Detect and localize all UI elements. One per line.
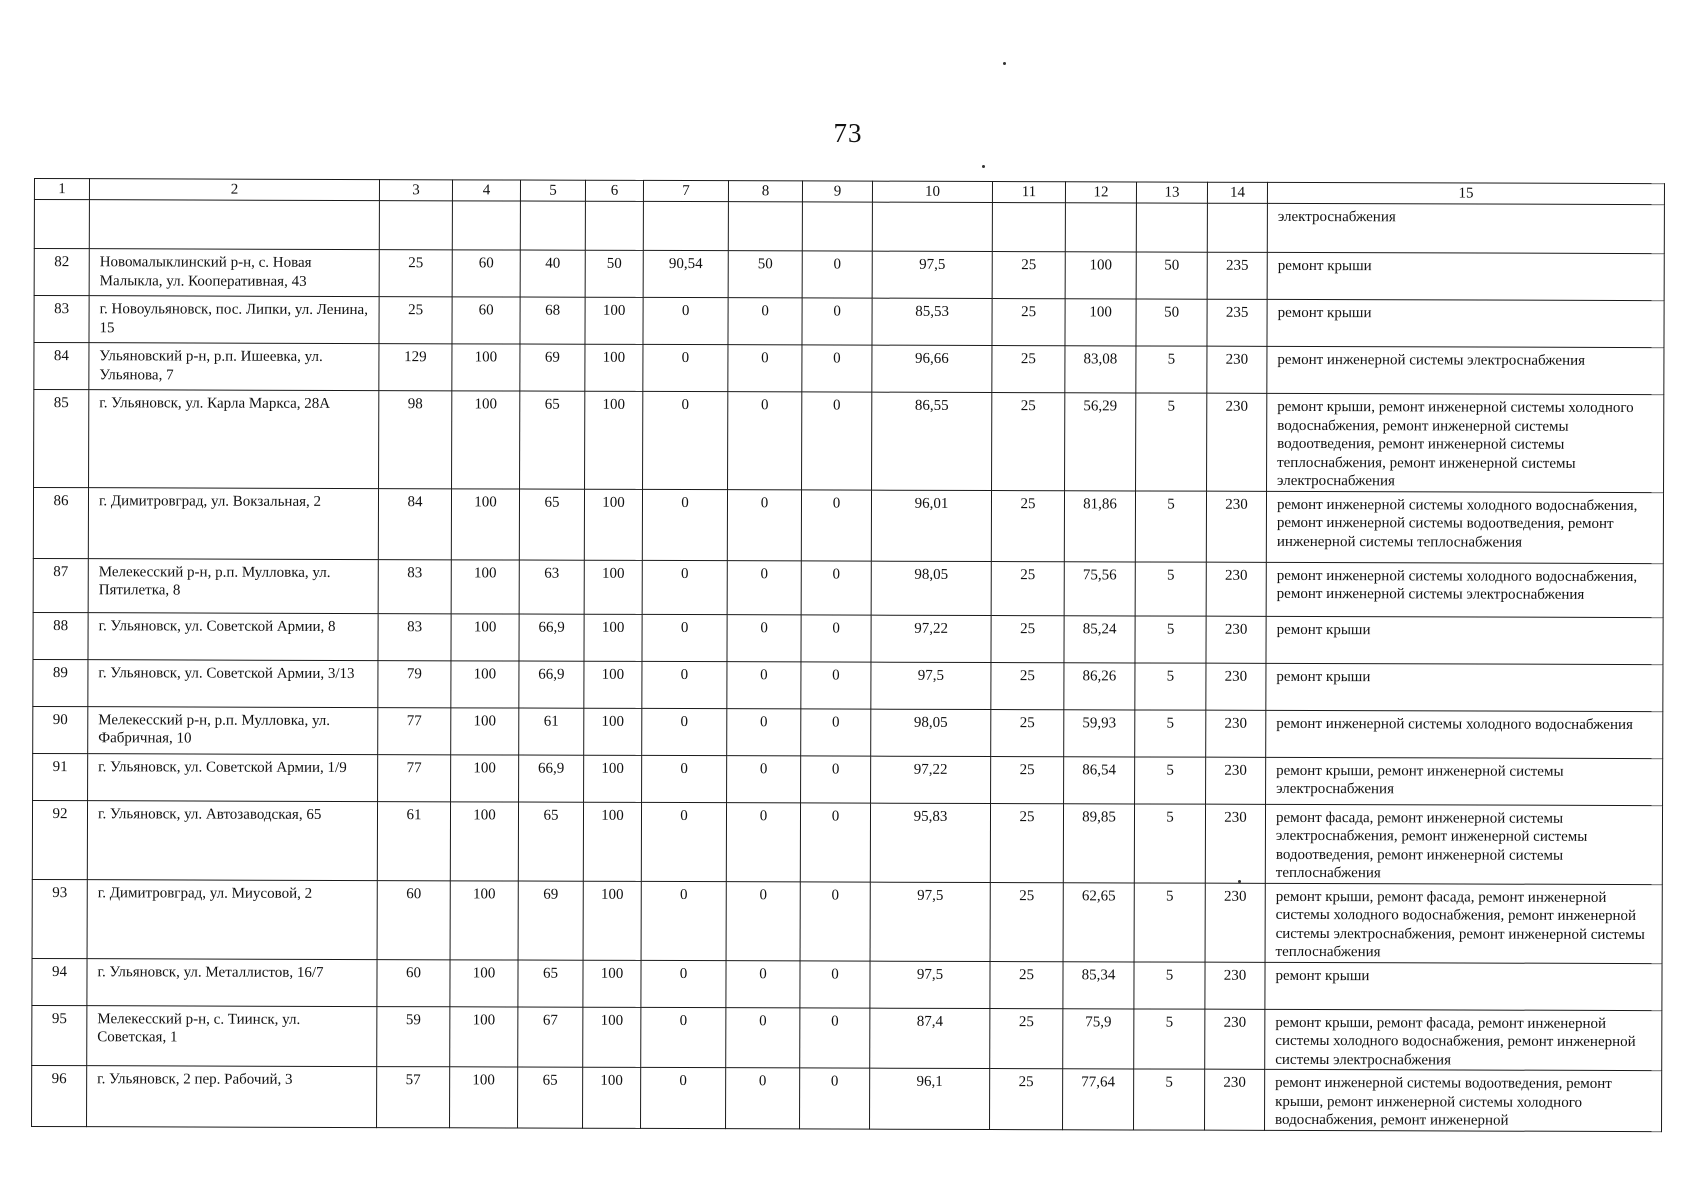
cell-address: г. Ульяновск, ул. Советской Армии, 3/13 xyxy=(88,659,378,707)
cell-col-12: 75,9 xyxy=(1063,1008,1134,1069)
cell-col-6: 100 xyxy=(583,1067,641,1128)
cell-col-5: 61 xyxy=(519,708,584,755)
cell-col-8: 0 xyxy=(727,755,801,802)
cell-col-12: 62,65 xyxy=(1063,882,1134,961)
cell-col-6: 100 xyxy=(584,560,642,614)
cell-col-12: 59,93 xyxy=(1064,709,1135,756)
cell-col-14: 230 xyxy=(1205,1009,1265,1070)
cell-col-7 xyxy=(643,201,728,250)
cell-col-10: 98,05 xyxy=(871,709,991,756)
table-row xyxy=(34,200,1664,254)
cell-col-7: 0 xyxy=(641,960,726,1007)
column-header: 13 xyxy=(1136,182,1207,203)
cell-col-3: 83 xyxy=(378,613,451,660)
cell-row-number: 90 xyxy=(33,706,88,753)
table-row xyxy=(33,753,1663,805)
cell-col-11 xyxy=(992,203,1065,252)
cell-col-6: 100 xyxy=(584,489,642,560)
cell-col-6: 100 xyxy=(585,344,643,391)
cell-col-10: 86,55 xyxy=(872,392,992,490)
cell-col-6 xyxy=(585,201,643,250)
cell-col-7: 90,54 xyxy=(643,250,728,297)
cell-col-13: 5 xyxy=(1135,561,1206,615)
cell-col-13: 5 xyxy=(1134,882,1205,961)
cell-col-6: 100 xyxy=(583,802,641,881)
cell-col-8: 0 xyxy=(727,614,801,661)
cell-col-3: 25 xyxy=(379,297,452,344)
cell-col-9: 0 xyxy=(802,392,872,490)
cell-col-11: 25 xyxy=(990,803,1063,882)
cell-address: г. Ульяновск, ул. Карла Маркса, 28А xyxy=(89,390,379,488)
cell-col-5: 66,9 xyxy=(519,661,584,708)
cell-col-9: 0 xyxy=(801,614,871,661)
cell-col-11: 25 xyxy=(991,709,1064,756)
cell-col-4: 100 xyxy=(451,488,519,559)
cell-address: г. Димитровград, ул. Вокзальная, 2 xyxy=(88,487,378,559)
cell-col-5: 65 xyxy=(518,1067,583,1128)
cell-work-types: ремонт крыши xyxy=(1266,616,1663,664)
cell-col-9: 0 xyxy=(800,1007,870,1068)
table-row xyxy=(32,1005,1662,1071)
cell-address: г. Ульяновск, ул. Металлистов, 16/7 xyxy=(87,958,377,1006)
column-header: 10 xyxy=(872,181,992,202)
cell-col-13: 5 xyxy=(1135,615,1206,662)
cell-col-14: 230 xyxy=(1206,616,1266,663)
cell-col-4: 100 xyxy=(451,660,519,707)
cell-col-12 xyxy=(1065,203,1136,252)
cell-col-11: 25 xyxy=(991,662,1064,709)
cell-col-7: 0 xyxy=(641,881,726,960)
table-row xyxy=(32,879,1662,963)
table-row xyxy=(34,343,1664,395)
cell-address xyxy=(89,200,379,250)
cell-col-13: 5 xyxy=(1135,709,1206,756)
cell-col-6: 100 xyxy=(583,960,641,1007)
cell-col-8 xyxy=(728,202,802,251)
cell-row-number: 84 xyxy=(34,343,89,390)
cell-col-14 xyxy=(1207,203,1267,252)
column-header: 14 xyxy=(1207,182,1267,203)
cell-col-9: 0 xyxy=(801,560,871,614)
cell-col-11: 25 xyxy=(991,490,1064,561)
cell-col-3: 83 xyxy=(378,559,451,613)
cell-col-3: 25 xyxy=(379,250,452,297)
cell-col-14: 230 xyxy=(1206,663,1266,710)
cell-col-9: 0 xyxy=(801,661,871,708)
cell-col-8: 0 xyxy=(727,560,801,614)
cell-col-12: 89,85 xyxy=(1063,803,1134,882)
cell-col-3: 77 xyxy=(378,707,451,754)
cell-work-types: ремонт инженерной системы холодного водоснабжения, ремонт инженерной системы водоотведения, ремонт инженерной системы теплоснабжения xyxy=(1266,491,1663,563)
cell-col-12: 85,34 xyxy=(1063,961,1134,1008)
cell-col-13: 50 xyxy=(1136,252,1207,299)
cell-col-13: 5 xyxy=(1134,803,1205,882)
cell-work-types: ремонт крыши, ремонт инженерной системы электроснабжения xyxy=(1266,757,1663,805)
cell-row-number: 83 xyxy=(34,296,89,343)
cell-row-number: 87 xyxy=(33,558,88,612)
cell-address: Ульяновский р-н, р.п. Ишеевка, ул. Ульянова, 7 xyxy=(89,343,379,391)
cell-col-11: 25 xyxy=(992,393,1065,491)
cell-row-number: 96 xyxy=(32,1065,87,1126)
cell-col-4: 60 xyxy=(452,250,520,297)
cell-col-7: 0 xyxy=(641,1007,726,1068)
page-number: 73 xyxy=(833,118,863,148)
cell-col-12: 100 xyxy=(1065,252,1136,299)
cell-work-types: ремонт крыши xyxy=(1265,962,1662,1010)
cell-col-4: 100 xyxy=(452,391,520,489)
cell-col-12: 56,29 xyxy=(1065,393,1136,491)
cell-col-6: 100 xyxy=(585,391,643,489)
cell-col-8: 0 xyxy=(726,960,800,1007)
cell-col-3: 57 xyxy=(377,1067,450,1128)
cell-col-9: 0 xyxy=(801,708,871,755)
cell-col-11: 25 xyxy=(990,882,1063,961)
cell-address: г. Ульяновск, ул. Автозаводская, 65 xyxy=(87,800,377,880)
cell-col-12: 100 xyxy=(1065,299,1136,346)
cell-col-9: 0 xyxy=(801,755,871,802)
cell-col-4: 100 xyxy=(452,344,520,391)
column-header: 9 xyxy=(802,181,872,202)
cell-row-number: 94 xyxy=(32,958,87,1005)
cell-col-6: 100 xyxy=(584,661,642,708)
cell-row-number: 82 xyxy=(34,249,89,296)
scan-speck xyxy=(982,165,985,168)
cell-col-10: 96,1 xyxy=(870,1068,990,1129)
column-header: 1 xyxy=(34,179,89,200)
cell-row-number: 89 xyxy=(33,659,88,706)
cell-col-3: 60 xyxy=(377,959,450,1006)
cell-col-3: 77 xyxy=(378,754,451,801)
cell-col-11: 25 xyxy=(992,346,1065,393)
table-row xyxy=(33,659,1663,711)
cell-col-5: 65 xyxy=(520,391,585,489)
cell-col-10: 97,5 xyxy=(870,961,990,1008)
column-header: 4 xyxy=(452,180,520,201)
column-header: 5 xyxy=(520,180,585,201)
cell-col-7: 0 xyxy=(642,489,727,560)
cell-col-13: 5 xyxy=(1135,662,1206,709)
cell-col-10: 95,83 xyxy=(870,803,990,882)
cell-col-6: 100 xyxy=(583,881,641,960)
cell-col-5: 66,9 xyxy=(519,614,584,661)
cell-col-8: 0 xyxy=(727,708,801,755)
cell-col-12: 77,64 xyxy=(1063,1069,1134,1130)
cell-row-number: 85 xyxy=(34,390,89,488)
cell-col-7: 0 xyxy=(641,802,726,881)
cell-col-10: 85,53 xyxy=(872,298,992,345)
cell-col-5: 63 xyxy=(519,560,584,614)
cell-col-5: 67 xyxy=(518,1007,583,1068)
cell-work-types: ремонт крыши, ремонт фасада, ремонт инженерной системы холодного водоснабжения, ремонт инженерной системы электроснабжения xyxy=(1265,1009,1662,1071)
cell-col-5: 40 xyxy=(520,250,585,297)
cell-col-10: 98,05 xyxy=(871,561,991,615)
cell-col-3: 59 xyxy=(377,1006,450,1067)
column-header: 3 xyxy=(379,180,452,201)
cell-col-6: 100 xyxy=(584,755,642,802)
cell-col-4: 100 xyxy=(451,559,519,613)
cell-col-4: 100 xyxy=(450,801,518,880)
cell-col-11: 25 xyxy=(990,1069,1063,1130)
cell-col-13: 50 xyxy=(1136,299,1207,346)
cell-col-12: 86,54 xyxy=(1064,756,1135,803)
cell-col-13 xyxy=(1136,203,1207,252)
column-header: 2 xyxy=(89,179,379,201)
table-row xyxy=(32,958,1662,1010)
cell-work-types: ремонт инженерной системы холодного водоснабжения xyxy=(1266,710,1663,758)
cell-col-5: 65 xyxy=(519,489,584,560)
cell-col-10: 97,5 xyxy=(872,251,992,298)
cell-col-10: 97,5 xyxy=(870,882,990,961)
cell-work-types: ремонт инженерной системы холодного водоснабжения, ремонт инженерной системы электроснабжения xyxy=(1266,562,1663,617)
cell-col-4: 100 xyxy=(451,707,519,754)
cell-row-number: 88 xyxy=(33,612,88,659)
cell-col-10: 96,66 xyxy=(872,345,992,392)
cell-work-types: ремонт инженерной системы электроснабжения xyxy=(1267,346,1664,394)
cell-col-7: 0 xyxy=(641,1067,726,1128)
cell-row-number: 86 xyxy=(33,487,88,558)
cell-col-8: 50 xyxy=(728,251,802,298)
cell-col-9: 0 xyxy=(800,881,870,960)
table-row xyxy=(34,296,1664,348)
cell-col-13: 5 xyxy=(1134,1008,1205,1069)
cell-col-13: 5 xyxy=(1135,756,1206,803)
cell-address: Мелекесский р-н, с. Тиинск, ул. Советская, 1 xyxy=(87,1005,377,1066)
cell-col-8: 0 xyxy=(728,298,802,345)
cell-col-9: 0 xyxy=(802,298,872,345)
cell-address: г. Димитровград, ул. Миусовой, 2 xyxy=(87,879,377,959)
cell-col-11: 25 xyxy=(992,252,1065,299)
cell-col-7: 0 xyxy=(643,297,728,344)
table-row xyxy=(34,249,1664,301)
column-header: 8 xyxy=(728,181,802,202)
cell-col-14: 230 xyxy=(1206,562,1266,616)
cell-col-10: 97,22 xyxy=(871,615,991,662)
cell-col-10: 97,22 xyxy=(871,756,991,803)
table-row xyxy=(33,487,1663,563)
cell-col-12: 85,24 xyxy=(1064,615,1135,662)
cell-col-9: 0 xyxy=(802,345,872,392)
table-row xyxy=(32,1065,1662,1131)
cell-col-7: 0 xyxy=(642,560,727,614)
column-header: 12 xyxy=(1065,182,1136,203)
cell-col-13: 5 xyxy=(1134,961,1205,1008)
cell-work-types: ремонт крыши, ремонт инженерной системы холодного водоснабжения, ремонт инженерной системы водоотведения, ремонт инженерной системы теплоснабжения, ремонт инженерной системы электроснабжения xyxy=(1267,393,1664,492)
scan-speck xyxy=(1003,62,1006,65)
cell-col-6: 100 xyxy=(584,708,642,755)
cell-col-11: 25 xyxy=(991,561,1064,615)
cell-col-4: 100 xyxy=(450,959,518,1006)
cell-col-7: 0 xyxy=(642,661,727,708)
column-header: 6 xyxy=(585,180,643,201)
cell-address: г. Ульяновск, ул. Советской Армии, 1/9 xyxy=(88,753,378,801)
cell-work-types: ремонт крыши xyxy=(1267,252,1664,300)
cell-work-types: ремонт крыши xyxy=(1266,663,1663,711)
cell-address: Мелекесский р-н, р.п. Мулловка, ул. Фабричная, 10 xyxy=(88,706,378,754)
cell-col-3: 79 xyxy=(378,660,451,707)
cell-col-4: 60 xyxy=(452,297,520,344)
cell-col-13: 5 xyxy=(1135,490,1206,561)
cell-col-3: 129 xyxy=(379,344,452,391)
cell-col-6: 100 xyxy=(584,614,642,661)
cell-work-types: ремонт фасада, ремонт инженерной системы электроснабжения, ремонт инженерной системы водоотведения, ремонт инженерной системы теплоснабжения xyxy=(1265,804,1662,884)
cell-col-8: 0 xyxy=(726,1007,800,1068)
cell-col-8: 0 xyxy=(727,661,801,708)
table-row xyxy=(33,612,1663,664)
cell-row-number: 93 xyxy=(32,879,87,958)
cell-col-13: 5 xyxy=(1134,1069,1205,1130)
cell-col-5: 65 xyxy=(518,960,583,1007)
cell-col-12: 83,08 xyxy=(1065,346,1136,393)
cell-col-8: 0 xyxy=(727,489,801,560)
cell-col-7: 0 xyxy=(643,391,728,489)
cell-col-9: 0 xyxy=(802,251,872,298)
cell-col-10 xyxy=(872,202,992,251)
cell-col-9: 0 xyxy=(801,489,871,560)
cell-address: г. Ульяновск, ул. Советской Армии, 8 xyxy=(88,612,378,660)
cell-work-types: ремонт инженерной системы водоотведения, ремонт крыши, ремонт инженерной системы холодного водоснабжения, ремонт инженерной xyxy=(1265,1069,1662,1131)
cell-col-4: 100 xyxy=(450,1006,518,1067)
cell-col-13: 5 xyxy=(1136,346,1207,393)
table-row xyxy=(33,706,1663,758)
cell-col-11: 25 xyxy=(990,961,1063,1008)
cell-col-9: 0 xyxy=(800,1068,870,1129)
cell-col-8: 0 xyxy=(726,881,800,960)
cell-col-4: 100 xyxy=(451,613,519,660)
cell-col-12: 75,56 xyxy=(1064,561,1135,615)
cell-col-3: 60 xyxy=(377,880,450,959)
column-header: 15 xyxy=(1267,182,1664,204)
cell-col-14: 230 xyxy=(1205,883,1265,962)
cell-row-number xyxy=(34,200,89,249)
cell-col-7: 0 xyxy=(642,755,727,802)
cell-col-6: 100 xyxy=(583,1007,641,1068)
cell-col-3: 98 xyxy=(379,391,452,489)
cell-col-3: 61 xyxy=(377,801,450,880)
cell-col-5: 69 xyxy=(520,344,585,391)
cell-col-11: 25 xyxy=(990,1008,1063,1069)
cell-col-4 xyxy=(452,201,520,250)
cell-col-8: 0 xyxy=(728,392,802,490)
cell-col-3 xyxy=(379,201,452,250)
cell-col-10: 96,01 xyxy=(871,490,991,561)
table-row xyxy=(32,800,1662,884)
cell-col-9: 0 xyxy=(800,960,870,1007)
cell-col-8: 0 xyxy=(726,802,800,881)
cell-row-number: 95 xyxy=(32,1005,87,1066)
cell-col-14: 235 xyxy=(1207,252,1267,299)
cell-work-types: ремонт крыши xyxy=(1267,299,1664,347)
cell-col-14: 230 xyxy=(1206,710,1266,757)
cell-col-5: 65 xyxy=(518,802,583,881)
cell-col-7: 0 xyxy=(642,614,727,661)
data-table xyxy=(31,178,1665,1132)
cell-col-10: 97,5 xyxy=(871,662,991,709)
cell-col-3: 84 xyxy=(378,488,451,559)
cell-col-11: 25 xyxy=(991,756,1064,803)
cell-col-7: 0 xyxy=(642,708,727,755)
table-body xyxy=(32,200,1665,1132)
cell-address: г. Ульяновск, 2 пер. Рабочий, 3 xyxy=(87,1066,377,1127)
cell-col-4: 100 xyxy=(450,1067,518,1128)
cell-row-number: 92 xyxy=(32,800,87,879)
column-header: 7 xyxy=(643,180,728,201)
cell-col-12: 86,26 xyxy=(1064,662,1135,709)
cell-col-14: 230 xyxy=(1205,804,1265,883)
cell-col-6: 100 xyxy=(585,297,643,344)
cell-col-4: 100 xyxy=(451,754,519,801)
cell-col-14: 230 xyxy=(1206,757,1266,804)
cell-col-14: 235 xyxy=(1207,299,1267,346)
column-header: 11 xyxy=(992,182,1065,203)
cell-col-8: 0 xyxy=(726,1068,800,1129)
cell-col-5: 66,9 xyxy=(519,755,584,802)
cell-col-9 xyxy=(802,202,872,251)
cell-col-5: 68 xyxy=(520,297,585,344)
cell-col-8: 0 xyxy=(728,345,802,392)
cell-col-14: 230 xyxy=(1205,1069,1265,1130)
cell-col-9: 0 xyxy=(800,802,870,881)
cell-col-14: 230 xyxy=(1205,962,1265,1009)
cell-col-7: 0 xyxy=(643,344,728,391)
cell-col-13: 5 xyxy=(1136,393,1207,491)
cell-col-11: 25 xyxy=(991,615,1064,662)
cell-col-10: 87,4 xyxy=(870,1008,990,1069)
cell-col-5: 69 xyxy=(518,881,583,960)
cell-col-14: 230 xyxy=(1206,491,1266,562)
cell-address: г. Новоульяновск, пос. Липки, ул. Ленина, 15 xyxy=(89,296,379,344)
table-row xyxy=(33,558,1663,617)
cell-col-12: 81,86 xyxy=(1064,490,1135,561)
cell-work-types: ремонт крыши, ремонт фасада, ремонт инженерной системы холодного водоснабжения, ремонт инженерной системы электроснабжения, ремонт инженерной системы теплоснабжения xyxy=(1265,883,1662,963)
cell-col-11: 25 xyxy=(992,299,1065,346)
table-row xyxy=(34,390,1664,493)
cell-col-5 xyxy=(520,201,585,250)
cell-row-number: 91 xyxy=(33,753,88,800)
cell-col-14: 230 xyxy=(1207,346,1267,393)
cell-address: Новомалыклинский р-н, с. Новая Малыкла, ул. Кооперативная, 43 xyxy=(89,249,379,297)
cell-col-6: 50 xyxy=(585,250,643,297)
cell-work-types: электроснабжения xyxy=(1267,203,1664,253)
cell-address: Мелекесский р-н, р.п. Мулловка, ул. Пятилетка, 8 xyxy=(88,558,378,613)
cell-col-4: 100 xyxy=(450,880,518,959)
cell-col-14: 230 xyxy=(1207,393,1267,491)
